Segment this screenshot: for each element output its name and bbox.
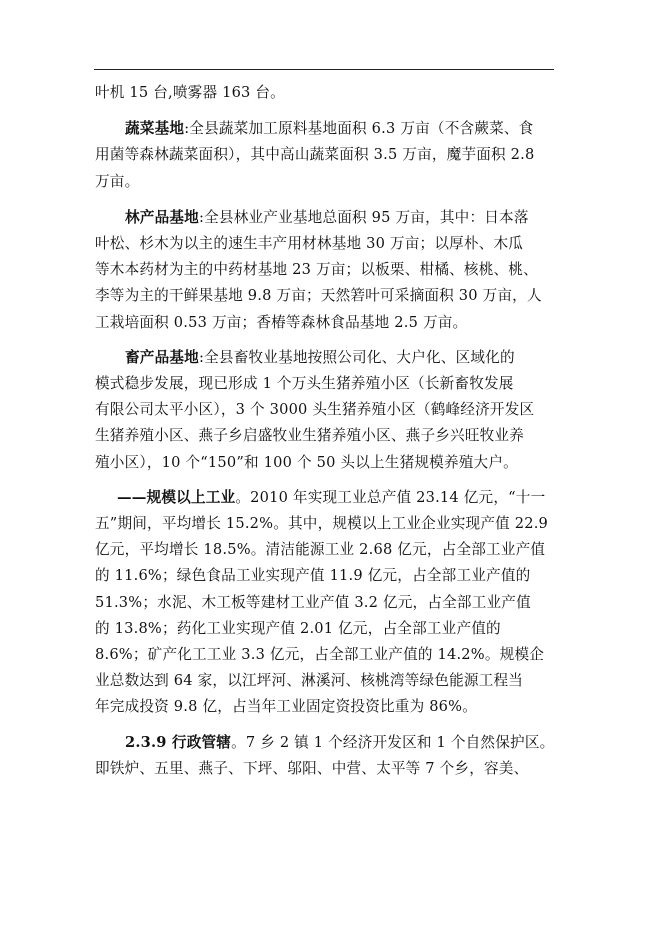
text-line: 等木本药材为主的中药材基地 23 万亩；以板栗、柑橘、核桃、桃、 xyxy=(95,261,538,279)
text-line: 万亩。 xyxy=(95,172,140,190)
text-run: :全县林业产业基地总面积 95 万亩，其中：日本落 xyxy=(198,208,529,226)
paragraph-administration xyxy=(95,730,565,782)
section-heading: 畜产品基地 xyxy=(125,348,199,366)
text-run: :全县蔬菜加工原料基地面积 6.3 万亩（不含蕨菜、食 xyxy=(184,120,534,138)
text-line: 工栽培面积 0.53 万亩；香椿等森林食品基地 2.5 万亩。 xyxy=(95,313,468,331)
text-run: 。7 乡 2 镇 1 个经济开发区和 1 个自然保护区。 xyxy=(231,733,555,751)
text-line: 年完成投资 9.8 亿，占当年工业固定资投资比重为 86%。 xyxy=(95,698,478,716)
text-line: 的 11.6%；绿色食品工业实现产值 11.9 亿元，占全部工业产值的 xyxy=(95,567,531,585)
text-line: 即铁炉、五里、燕子、下坪、邬阳、中营、太平等 7 个乡，容美、 xyxy=(95,759,529,777)
text-line: 8.6%；矿产化工工业 3.3 亿元，占全部工业产值的 14.2%。规模企 xyxy=(95,646,545,664)
text-line xyxy=(95,485,565,511)
text-line: 叶机 15 台,喷雾器 163 台。 xyxy=(95,84,285,101)
text-line: 生猪养殖小区、燕子乡启盛牧业生猪养殖小区、燕子乡兴旺牧业养 xyxy=(95,427,525,445)
paragraph-industry xyxy=(95,485,565,721)
text-line: 的 13.8%；药化工业实现产值 2.01 亿元，占全部工业产值的 xyxy=(95,619,501,637)
text-line: 李等为主的干鲜果基地 9.8 万亩；天然箬叶可采摘面积 30 万亩，人 xyxy=(95,287,542,305)
paragraph-equipment xyxy=(95,80,565,106)
text-line: 51.3%；水泥、木工板等建材工业产值 3.2 亿元，占全部工业产值 xyxy=(95,593,531,611)
document-body xyxy=(95,80,565,782)
text-run: 。2010 年实现工业总产值 23.14 亿元，“十一 xyxy=(235,488,546,506)
paragraph-vegetable-base xyxy=(95,116,565,195)
text-line: 亿元，平均增长 18.5%。清洁能源工业 2.68 亿元，占全部工业产值 xyxy=(95,541,546,559)
section-heading: ——规模以上工业 xyxy=(117,488,236,506)
paragraph-forest-base xyxy=(95,205,565,336)
text-line: 业总数达到 64 家，以江坪河、淋溪河、核桃湾等绿色能源工程当 xyxy=(95,672,524,690)
text-line xyxy=(95,116,565,142)
text-line xyxy=(95,730,565,756)
text-line: 殖小区），10 个“150”和 100 个 50 头以上生猪规模养殖大户。 xyxy=(95,453,518,471)
header-rule xyxy=(94,69,554,70)
section-heading: 2.3.9 行政管辖 xyxy=(125,733,232,751)
text-line: 五”期间，平均增长 15.2%。其中，规模以上工业企业实现产值 22.9 xyxy=(95,515,549,533)
text-line: 有限公司太平小区），3 个 3000 头生猪养殖小区（鹤峰经济开发区 xyxy=(95,401,535,419)
section-heading: 蔬菜基地 xyxy=(125,120,185,138)
text-run: :全县畜牧业基地按照公司化、大户化、区域化的 xyxy=(198,348,515,366)
text-line xyxy=(95,205,565,231)
section-heading: 林产品基地 xyxy=(125,208,199,226)
text-line: 模式稳步发展，现已形成 1 个万头生猪养殖小区（长新畜牧发展 xyxy=(95,375,514,393)
text-line: 用菌等森林蔬菜面积），其中高山蔬菜面积 3.5 万亩，魔芋面积 2.8 xyxy=(95,146,535,164)
paragraph-livestock-base xyxy=(95,345,565,476)
text-line: 叶松、杉木为以主的速生丰产用材林基地 30 万亩；以厚朴、木瓜 xyxy=(95,235,524,253)
text-line xyxy=(95,345,565,371)
